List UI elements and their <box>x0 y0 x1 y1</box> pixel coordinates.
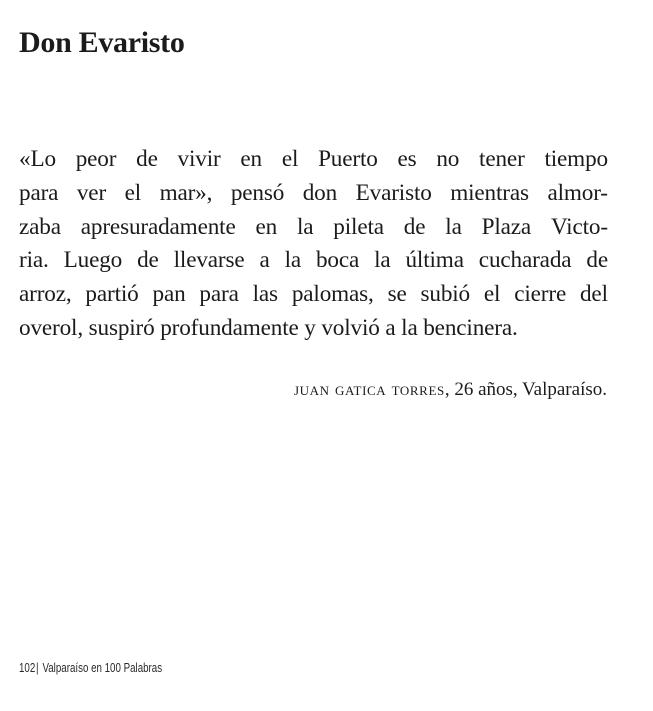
story-word: arroz, <box>19 281 72 308</box>
story-line <box>19 211 608 245</box>
page-number: 102 <box>19 661 36 675</box>
story-word: Puerto <box>318 146 378 172</box>
story-word: ver <box>76 179 107 206</box>
story-word: llevarse <box>173 247 245 274</box>
story-word: ria. <box>19 247 49 274</box>
story-word: cierre <box>514 281 567 308</box>
story-line <box>19 177 608 211</box>
story-word: el <box>124 179 142 206</box>
author-details: , 26 años, Valparaíso. <box>444 379 607 400</box>
story-text <box>19 143 608 346</box>
page-title: Don Evaristo <box>19 26 185 59</box>
story-word: el <box>281 146 299 172</box>
story-word: cucharada <box>478 247 572 274</box>
story-word: peor <box>75 146 117 172</box>
story-word: partió <box>85 281 139 308</box>
story-line <box>19 278 608 312</box>
story-word: la <box>445 213 462 240</box>
story-word: el <box>483 281 501 308</box>
story-word: para <box>199 281 239 308</box>
story-word: de <box>137 247 159 274</box>
story-line <box>19 143 608 177</box>
story-line: overol, suspiró profundamente y volvió a la bencinera. <box>19 314 518 341</box>
story-word: Victo- <box>550 213 608 240</box>
story-word: se <box>387 281 407 308</box>
story-word: almor- <box>547 179 608 206</box>
story-word: palomas, <box>291 281 374 308</box>
story-word: a <box>259 247 270 274</box>
story-word: Plaza <box>481 213 532 240</box>
story-word: pileta <box>333 213 384 240</box>
author-name: juan gatica torres <box>294 379 445 400</box>
story-word: la <box>296 213 314 240</box>
story-word: don <box>302 179 338 206</box>
page-footer <box>19 659 162 677</box>
book-title: Valparaíso en 100 Palabras <box>42 661 163 675</box>
story-word: mar», <box>159 179 213 206</box>
story-word: de <box>586 247 608 274</box>
story-word: del <box>579 281 608 308</box>
story-word: «Lo <box>19 146 56 172</box>
story-word: última <box>405 247 464 274</box>
story-word: mientras <box>450 179 529 206</box>
story-word: Evaristo <box>355 179 432 206</box>
story-word: apresuradamente <box>80 213 236 240</box>
story-word: las <box>252 281 278 308</box>
story-word: para <box>19 179 59 206</box>
attribution <box>294 376 607 404</box>
story-word: Luego <box>63 247 123 274</box>
story-word: vivir <box>177 146 221 172</box>
story-word: en <box>240 146 262 172</box>
story-word: tiempo <box>544 146 608 172</box>
footer-separator: | <box>36 661 39 675</box>
story-word: tener <box>479 146 525 172</box>
story-word: es <box>397 146 417 172</box>
story-word: subió <box>420 281 470 308</box>
story-word: zaba <box>19 213 61 240</box>
story-word: en <box>255 213 278 240</box>
story-word: de <box>136 146 158 172</box>
story-word: no <box>436 146 460 172</box>
story-word: pan <box>152 281 186 308</box>
story-word: la <box>284 247 302 274</box>
story-word: de <box>403 213 426 240</box>
story-word: pensó <box>230 179 285 206</box>
story-word: la <box>374 247 391 274</box>
story-word: boca <box>315 247 360 274</box>
story-line <box>19 244 608 278</box>
